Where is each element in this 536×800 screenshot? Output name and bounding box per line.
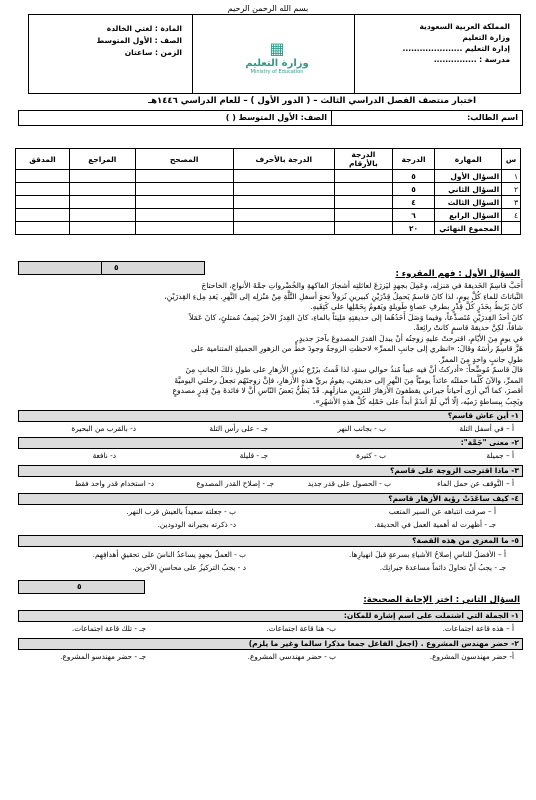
grade-number-input[interactable] [334,196,392,209]
option-c[interactable]: جـ - تلك قاعة اجتماعات. [71,624,146,633]
header-left [97,23,182,59]
col-header: المصحح [135,149,233,170]
col-header: الدرجة بالأحرف [233,149,334,170]
header-divider-right [354,15,355,93]
row-number: ٤ [502,209,521,222]
student-name-label: اسم الطالب: [467,113,518,122]
option-b[interactable]: ب- هنا قاعة اجتماعات. [266,624,336,633]
option-d[interactable]: د- نافعة [92,451,116,460]
passage-line: أَحَبَّ قاسِمٌ الحَديقةَ في مَنزلِه، وعَمِلَ بجهدٍ ليَزرَعَ لعائلتِه أشجارَ الفاكهةِ والخُضْرواتِ جمَّةَ الأنواعِ، الخاحتاجَ [201,281,523,290]
grade-text-input[interactable] [233,183,334,196]
total-grade: ٢٠ [392,222,434,235]
table-row [16,209,521,222]
option-b[interactable]: ب - العملُ بجهدٍ يساعدُ الناسَ على تحقيقِ أهدافِهِم. [92,550,246,559]
passage-line: كانَ أحدُ القِدرَيْنِ مُتَصدِّعاً، وفيما وَصَلَ أَحَدُهُما إلى حديقتِهِ مَلِيئاً بالماءِ، كانَ القِدرُ الآخرُ يَصِفُ مُمتلئٍ، كانَ عَمَلاً [189,312,523,322]
question-row [18,493,523,505]
skill-cell: السؤال الثاني [435,183,502,196]
grade-text-input[interactable] [233,222,334,235]
question-text: ١- الجملة التي اشتملت على اسم إشارة للمكان: [343,611,519,620]
option-a[interactable]: أ – التَّوقف عن حمل الماء [437,479,514,488]
skill-cell: السؤال الأول [435,170,502,183]
class-label: الصف: الأول المتوسط ( ) [225,113,327,122]
option-b[interactable]: ب - الحصول على قدر جديد [307,479,391,488]
option-b[interactable]: ب - كثيرة [356,451,386,460]
option-a[interactable]: أ – جميلة [486,451,514,460]
option-b[interactable]: ب - حضر مهندسي المشروع. [247,652,336,661]
option-c[interactable]: جـ - إصلاح القدر المصدوع [196,479,274,488]
auditor-cell[interactable] [16,222,70,235]
ministry-logo-icon: ▦ [269,39,285,58]
total-label: المجموع النهائي [435,222,502,235]
country-line: المملكة العربية السعودية [419,22,510,31]
question-row [18,610,523,622]
question-row [18,465,523,477]
passage-line: شاقاً، لكِنَّ حديقةَ قاسمٍ كانتْ رائِعةً. [413,323,523,332]
reviewer-cell[interactable] [70,183,136,196]
header-right [403,21,510,65]
option-d[interactable]: د- استخدام قدر واحد فقط [74,479,154,488]
question-text: ١- أين عاش قاسم؟ [447,411,519,420]
question-row [18,410,523,422]
logo-text-en: Ministry of Education [250,69,304,75]
corrector-cell[interactable] [135,196,233,209]
auditor-cell[interactable] [16,196,70,209]
corrector-cell[interactable] [135,183,233,196]
passage-line: الممرِّ، والآنَ كُلَّما حملتُه عائداً يوميّاً مِنَ النَّهرِ إلى حديقتي، يقومُ بريِّ هذهِ الأزهارِ، فإنَّ زوجتَهُم تجعلُ رحلتي اليوميَّةَ [174,375,523,385]
corrector-cell[interactable] [135,222,233,235]
option-c[interactable]: جـ - يجبُ أنْ تحاولَ دائماً مساعدةَ جيرانِك. [379,563,506,572]
grade-cell: ٦ [392,209,434,222]
directorate-line: إدارة التعليم ..................... [402,44,510,53]
question-row [18,638,523,650]
question-text: ٢- حضر مهندس المشروع . (اجعل الفاعل جمعا مذكرا سالما وغير ما يلزم) [248,639,519,648]
question-row [18,437,523,449]
q2-title: السؤال الثاني : اختر الإجابة الصحيحة: [363,595,520,605]
grade-cell: ٥ [392,183,434,196]
passage-line: هَزَّ قاسِمٌ رأسَهُ وقالَ: «انظري إلى جانبِ الممرِّ» لاحظتِ الزوجةُ وجودَ خطٍّ من الزهورِ الجميلةِ المتنامية على [190,344,523,353]
passage-line: أقصرَ، كما أنّي أرى أحياناً جيراني يقطفونَ الأزهارَ للتزيينِ منازلَهِم. قَدْ يَظُنُّ بَعضُ النّاسِ أنَّ لا فائدةَ مِنْ قِدرٍ مصدوعٍ [172,386,523,395]
option-a[interactable]: أ- حضر مهندسون المشروع. [429,652,514,661]
grade-number-input[interactable] [334,222,392,235]
col-header: الدرجة [392,149,434,170]
option-b[interactable]: ب - جعلته سعيداً بالعيش قرب النهر. [126,507,236,516]
question-row [18,535,523,547]
reviewer-cell[interactable] [70,196,136,209]
col-header: س [502,149,521,170]
student-info-row [18,110,523,126]
grade-number-input[interactable] [334,183,392,196]
passage-line: طولِ جانبٍ واحدٍ مِنَ الممرِّ. [438,354,523,364]
school-line: مدرسة : ............... [433,55,510,64]
option-a[interactable]: أ – الأفضلُ للناسِ إصلاحُ الأشياءِ بسرعةٍ قبلَ انهيارِها. [349,550,506,559]
passage-line: ويَجِبُ بِبساطةٍ رَميُه، إلّا أنّي لَمْ أندَمْ أبداً على حَمْلِه كُلَّ هذهِ الأشهُرِ». [312,396,523,406]
question-text: ٣- ماذا اقترحت الزوجة على قاسم؟ [390,466,519,475]
subject-line: المادة : لغتي الخالدة [106,24,182,33]
grade-text-input[interactable] [233,170,334,183]
ministry-logo [217,39,337,79]
passage-line: النَّباتاتُ للماءِ كُلَّ يومٍ، لذا كانَ قاسمٌ يَحمِلُ قِدْرَيْنِ كبيرينِ نُزولاً نحوَ أسفلِ التَّلَّةِ مِنْ مَنْزلِه إلى النَّهرِ. يَغدِ مِلءِ القِدرَيْنِ، [164,291,523,301]
grade-cell: ٥ [392,170,434,183]
ministry-line: وزارة التعليم [462,33,510,42]
option-c[interactable]: جـ - قليلة [239,451,268,460]
table-row [16,196,521,209]
table-row [16,183,521,196]
corrector-cell[interactable] [135,170,233,183]
option-c[interactable]: جـ - حضر مهندسو المشروع. [60,652,146,661]
col-header: الدرجة بالأرقام [334,149,392,170]
skill-cell: السؤال الرابع [435,209,502,222]
corrector-cell[interactable] [135,209,233,222]
grades-table-header [16,149,521,170]
option-d[interactable]: د- ذكرته بجيرانه الودودين. [157,520,236,529]
grade-text-input[interactable] [233,209,334,222]
col-header: المراجع [70,149,136,170]
score-divider [101,262,102,274]
q2-score-box [18,580,145,594]
option-b[interactable]: ب - بجانب النهر [337,424,386,433]
col-header: المهارة [435,149,502,170]
table-row [16,170,521,183]
grades-table [15,148,521,235]
row-number: ١ [502,170,521,183]
auditor-cell[interactable] [16,170,70,183]
grade-line: الصف : الأول المتوسط [96,36,182,45]
reading-passage [18,281,523,407]
student-row-divider [331,111,332,125]
option-d[interactable]: د- بالقرب من البحيرة [71,424,136,433]
grade-text-input[interactable] [233,196,334,209]
option-a[interactable]: أ – هذه قاعة اجتماعات. [442,624,514,633]
option-a[interactable]: أ – في أسفل التلة [459,424,514,433]
q1-score-box [18,261,205,275]
reviewer-cell[interactable] [70,170,136,183]
passage-line: قالَ قاسمٌ مُوضِّحاً: «أدركتُ أنَّ فيه عيباً مُنذُ حوالي سنةٍ، لذا قُمتُ بزَرْعِ بُذورِ الأزهارِ على طولِ ذلكَ الجانبِ مِنَ [185,365,523,374]
auditor-cell[interactable] [16,183,70,196]
col-header: المدقق [16,149,70,170]
skill-cell: السؤال الثالث [435,196,502,209]
basmala: بسم الله الرحمن الرحيم [227,4,309,13]
question-text: ٤- كيف ساعَدَتْ رؤية الأزهار قاسم؟ [388,494,519,503]
row-number [502,222,521,235]
q1-title: السؤال الأول : فهم المقروء : [395,269,520,279]
passage-line: كانَ يَرْبطُ بِحَذَرٍ كُلَّ قِدْرٍ بطرفِ عصاةٍ طَويلةٍ ويَقومُ بِحَمْلِها على كَتِفَيهِ. [310,302,523,311]
q2-score: ٥ [77,582,82,591]
grade-number-input[interactable] [334,170,392,183]
reviewer-cell[interactable] [70,209,136,222]
duration-line: الزمن : ساعتان [124,48,182,57]
option-a[interactable]: أ – صرفت انتباهه عن السير المتعب [388,507,496,516]
question-text: ٥- ما المغزى من هذه القصة؟ [412,536,519,545]
grade-number-input[interactable] [334,209,392,222]
exam-title: اختبار منتصف الفصل الدراسي الثالث – ( الدور الأول ) – للعام الدراسي ١٤٤٦هـ [148,96,476,106]
header-box [28,14,521,94]
option-d[interactable]: د - يجبُ التركيزُ على محاسنِ الآخرين. [132,563,246,572]
row-number: ٣ [502,196,521,209]
row-number: ٢ [502,183,521,196]
reviewer-cell[interactable] [70,222,136,235]
question-text: ٢- معنى "جَمَّة": [460,438,519,447]
grade-cell: ٤ [392,196,434,209]
auditor-cell[interactable] [16,209,70,222]
option-c[interactable]: جـ - أظهرت له أهمية العمل في الحديقة. [374,520,496,529]
passage-line: في يومٍ مِنَ الأيّامِ، اقترحتْ عليهِ زوجتُه أنْ يبدلَ القدرَ المصدوعَ بآخرَ جديدٍ. [296,333,523,343]
option-c[interactable]: جـ - على رأس التلة [209,424,268,433]
table-row-total [16,222,521,235]
logo-text-ar: وزارة التعليم [245,58,309,69]
header-divider-left [192,15,193,93]
q1-score: ٥ [114,263,119,272]
